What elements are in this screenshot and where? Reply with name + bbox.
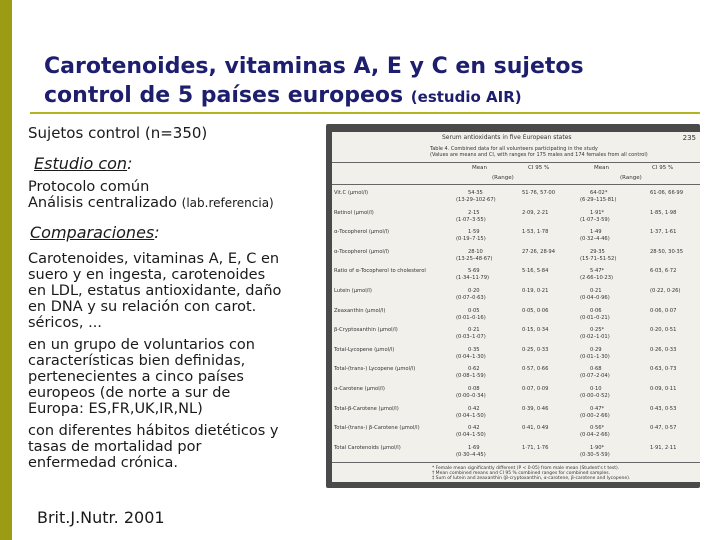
row-label: Total-Lycopene (µmol/l) — [334, 346, 395, 353]
page-number: 235 — [682, 134, 696, 142]
title-line-1: Carotenoides, vitaminas A, E y C en sujetos — [44, 54, 584, 79]
paragraph-comparisons — [28, 251, 281, 331]
cell-value: 0·62 — [468, 366, 480, 373]
comparisons-heading-text: Comparaciones — [30, 223, 155, 242]
row-label: α-Carotene (µmol/l) — [334, 386, 385, 392]
table-row — [332, 247, 700, 268]
table-row — [332, 404, 700, 425]
paragraph-habits — [28, 423, 279, 471]
cell-value: 1·59 — [468, 229, 480, 236]
cell-value: (0·00–2·66) — [580, 412, 610, 419]
cell-value: 27·26, 28·94 — [522, 248, 555, 255]
row-label: Total Carotenoids (µmol/l) — [334, 444, 401, 451]
col-header: (Range) — [620, 175, 642, 181]
table-footnotes — [432, 466, 692, 481]
cell-value: (0·08–1·59) — [456, 373, 486, 380]
accent-bar — [0, 0, 12, 540]
subjects-label: Sujetos control — [28, 124, 141, 142]
cell-value: (0·07–0·63) — [456, 295, 486, 301]
cell-value: 0·05 — [468, 307, 480, 314]
subjects-count: (n=350) — [144, 124, 208, 142]
cell-value: 0·29 — [590, 346, 602, 353]
cell-value: 2·09, 2·21 — [522, 209, 549, 216]
cell-value: 29·35 — [590, 248, 605, 255]
cell-value: 5·47* — [590, 268, 605, 275]
cell-value: 54·35 — [468, 190, 483, 196]
cell-value: 1·90* — [590, 444, 605, 451]
cell-value: (0·19–7·15) — [456, 236, 486, 243]
paragraph-line: suero y en ingesta, carotenoides — [28, 267, 266, 283]
cell-value: (0·04–1·50) — [456, 412, 486, 419]
cell-value: 0·25, 0·33 — [522, 346, 549, 353]
cell-value: (0·04–2·66) — [580, 432, 610, 439]
cell-value: 0·68 — [590, 366, 602, 373]
study-heading — [34, 156, 132, 173]
paragraph-line: en LDL, estatus antioxidante, daño — [28, 283, 282, 299]
cell-value: (15·71–51·52) — [580, 255, 617, 262]
citation: Brit.J.Nutr. 2001 — [37, 508, 165, 527]
row-label: α-Tocopherol (µmol/l) — [334, 229, 390, 236]
row-label: Lutein (µmol/l) — [334, 288, 372, 294]
table-row — [332, 227, 700, 248]
cell-value: 61·06, 66·99 — [650, 190, 683, 196]
table-row — [332, 384, 700, 405]
paragraph-line: en un grupo de voluntarios con — [28, 337, 255, 353]
table-rule-top — [332, 162, 700, 163]
cell-value: 1·91* — [590, 209, 605, 216]
paragraph-volunteers — [28, 337, 255, 417]
analysis-note: (lab.referencia) — [181, 196, 274, 210]
title-rule — [30, 112, 700, 114]
cell-value: (0·01–1·30) — [580, 353, 610, 360]
table-row — [332, 266, 700, 287]
cell-value: 0·09, 0·11 — [650, 386, 677, 392]
scanned-page — [332, 132, 700, 482]
title-line-2 — [44, 81, 684, 112]
cell-value: (0·00–0·34) — [456, 393, 486, 399]
cell-value: (13·29–102·67) — [456, 197, 496, 203]
row-label: Ratio of α-Tocopherol to cholesterol — [334, 268, 426, 275]
comparisons-heading — [30, 225, 160, 242]
table-row — [332, 325, 700, 346]
col-header: CI 95 % — [652, 165, 674, 171]
table-row — [332, 286, 700, 307]
cell-value: (0·32–4·46) — [580, 236, 610, 243]
protocol-line: Protocolo común — [28, 179, 150, 195]
running-head: Serum antioxidants in five European states — [442, 134, 572, 141]
cell-value: (0·04–1·30) — [456, 353, 486, 360]
cell-value: 0·19, 0·21 — [522, 288, 549, 294]
cell-value: 0·05, 0·06 — [522, 307, 549, 314]
cell-value: (0·30–5·59) — [580, 451, 610, 458]
cell-value: 1·69 — [468, 444, 480, 451]
cell-value: (1·07–3·59) — [580, 216, 610, 223]
row-label: Retinol (µmol/l) — [334, 209, 374, 216]
row-label: Zeaxanthin (µmol/l) — [334, 307, 386, 314]
cell-value: 1·53, 1·78 — [522, 229, 549, 236]
row-label: α-Tocopherol (µmol/l) — [334, 248, 390, 255]
row-label: β-Cryptoxanthin (µmol/l) — [334, 327, 398, 334]
subjects-line — [28, 125, 207, 141]
cell-value: 0·15, 0·34 — [522, 327, 549, 334]
cell-value: 0·42 — [468, 425, 480, 432]
table-rule-bottom — [332, 462, 700, 463]
table-row — [332, 345, 700, 366]
cell-value: (0·30–4·45) — [456, 451, 486, 458]
cell-value: (1·07–3·55) — [456, 216, 486, 223]
cell-value: 0·26, 0·33 — [650, 346, 677, 353]
table-row — [332, 364, 700, 385]
cell-value: 0·21 — [468, 327, 480, 334]
caption-line: (Values are means and CI, with ranges for 175 males and 174 females from all control) — [430, 152, 648, 158]
cell-value: 0·25* — [590, 327, 605, 334]
cell-value: (0·04–1·50) — [456, 432, 486, 439]
cell-value: 0·56* — [590, 425, 605, 432]
table-row — [332, 423, 700, 444]
cell-value: 0·43, 0·53 — [650, 405, 677, 412]
cell-value: 0·42 — [468, 405, 480, 412]
cell-value: (6·29–115·81) — [580, 197, 617, 203]
cell-value: 0·06, 0·07 — [650, 307, 677, 314]
paragraph-line: con diferentes hábitos dietéticos y — [28, 423, 279, 439]
col-header: (Range) — [492, 175, 514, 181]
cell-value: 1·91, 2·11 — [650, 444, 677, 451]
cell-value: 28·10 — [468, 248, 483, 255]
cell-value: 0·57, 0·66 — [522, 366, 549, 373]
cell-value: 64·02* — [590, 190, 608, 196]
row-label: Total-β-Carotene (µmol/l) — [334, 405, 399, 412]
cell-value: 1·71, 1·76 — [522, 444, 549, 451]
cell-value: (0·22, 0·26) — [650, 288, 681, 294]
caption-line: Table 4. Combined data for all volunteers participating in the study — [430, 146, 598, 152]
paragraph-line: Carotenoides, vitaminas A, E, C en — [28, 251, 280, 267]
scanned-table-image — [326, 124, 700, 488]
cell-value: 0·07, 0·09 — [522, 386, 549, 392]
row-label: Vit.C (µmol/l) — [334, 190, 369, 196]
cell-value: 0·35 — [468, 346, 480, 353]
footnote: ‡ Sum of lutein and zeaxanthin (β-cryptoxanthin, α-carotene, β-carotene and lycopene). — [432, 476, 631, 481]
paragraph-line: enfermedad crónica. — [28, 455, 178, 471]
cell-value: 2·15 — [468, 209, 480, 216]
footnote: † Mean combined means and CI 95 % combined ranges for combined samples. — [432, 471, 611, 476]
cell-value: (13·25–48·67) — [456, 255, 493, 262]
row-label: Total-(trans-) β-Carotene (µmol/l) — [334, 425, 420, 432]
cell-value: 1·37, 1·61 — [650, 229, 677, 236]
cell-value: 0·41, 0·49 — [522, 425, 549, 432]
paragraph-line: características bien definidas, — [28, 353, 246, 369]
cell-value: 28·50, 30·35 — [650, 248, 683, 255]
cell-value: (0·00–0·52) — [580, 393, 610, 399]
cell-value: 0·20 — [468, 288, 480, 294]
cell-value: 0·10 — [590, 386, 602, 392]
study-heading-text: Estudio con — [34, 154, 128, 173]
cell-value: 51·76, 57·00 — [522, 190, 555, 196]
cell-value: 0·08 — [468, 386, 480, 392]
footnote: * Female mean significantly different (P < 0·05) from male mean (Student's t test). — [432, 466, 620, 471]
table-row — [332, 306, 700, 327]
cell-value: (2·66–10·23) — [580, 275, 614, 282]
cell-value: 6·03, 6·72 — [650, 268, 677, 275]
cell-value: (0·01–0·21) — [580, 314, 610, 321]
cell-value: 5·69 — [468, 268, 480, 275]
cell-value: 0·47* — [590, 405, 605, 412]
table-caption — [430, 146, 690, 158]
title-line-2-main: control de 5 países europeos — [44, 83, 404, 108]
table-row — [332, 188, 700, 209]
paragraph-line: europeos (de norte a sur de — [28, 385, 231, 401]
cell-value: 5·16, 5·84 — [522, 268, 549, 275]
cell-value: 0·20, 0·51 — [650, 327, 677, 334]
paragraph-line: pertenecientes a cinco países — [28, 369, 244, 385]
table-row — [332, 208, 700, 229]
paragraph-line: tasas de mortalidad por — [28, 439, 202, 455]
col-header: Mean — [472, 165, 487, 171]
cell-value: 0·63, 0·73 — [650, 366, 677, 373]
col-header: Mean — [594, 165, 609, 171]
cell-value: 0·06 — [590, 307, 602, 314]
analysis-text: Análisis centralizado — [28, 195, 178, 211]
cell-value: (0·02–1·01) — [580, 334, 610, 341]
cell-value: 1·85, 1·98 — [650, 209, 677, 216]
table-row — [332, 443, 700, 464]
paragraph-line: en DNA y su relación con carot. — [28, 299, 257, 315]
cell-value: (0·03–1·07) — [456, 334, 486, 341]
slide-title — [44, 52, 684, 112]
cell-value: 0·47, 0·57 — [650, 425, 677, 432]
title-suffix: (estudio AIR) — [410, 88, 522, 106]
cell-value: (1·34–11·79) — [456, 275, 490, 282]
cell-value: (0·04–0·96) — [580, 295, 610, 301]
comparisons-heading-colon: : — [154, 223, 160, 242]
cell-value: (0·07–2·04) — [580, 373, 610, 380]
paragraph-line: Europa: ES,FR,UK,IR,NL) — [28, 401, 203, 417]
cell-value: 0·21 — [590, 288, 602, 294]
study-heading-colon: : — [127, 154, 133, 173]
cell-value: 0·39, 0·46 — [522, 405, 549, 412]
row-label: Total-(trans-) Lycopene (µmol/l) — [334, 366, 416, 373]
paragraph-line: séricos, ... — [28, 315, 102, 331]
cell-value: (0·01–0·16) — [456, 314, 486, 321]
cell-value: 1·49 — [590, 229, 602, 236]
col-header: CI 95 % — [528, 165, 550, 171]
analysis-line — [28, 195, 274, 211]
table-rule-head — [332, 184, 700, 185]
